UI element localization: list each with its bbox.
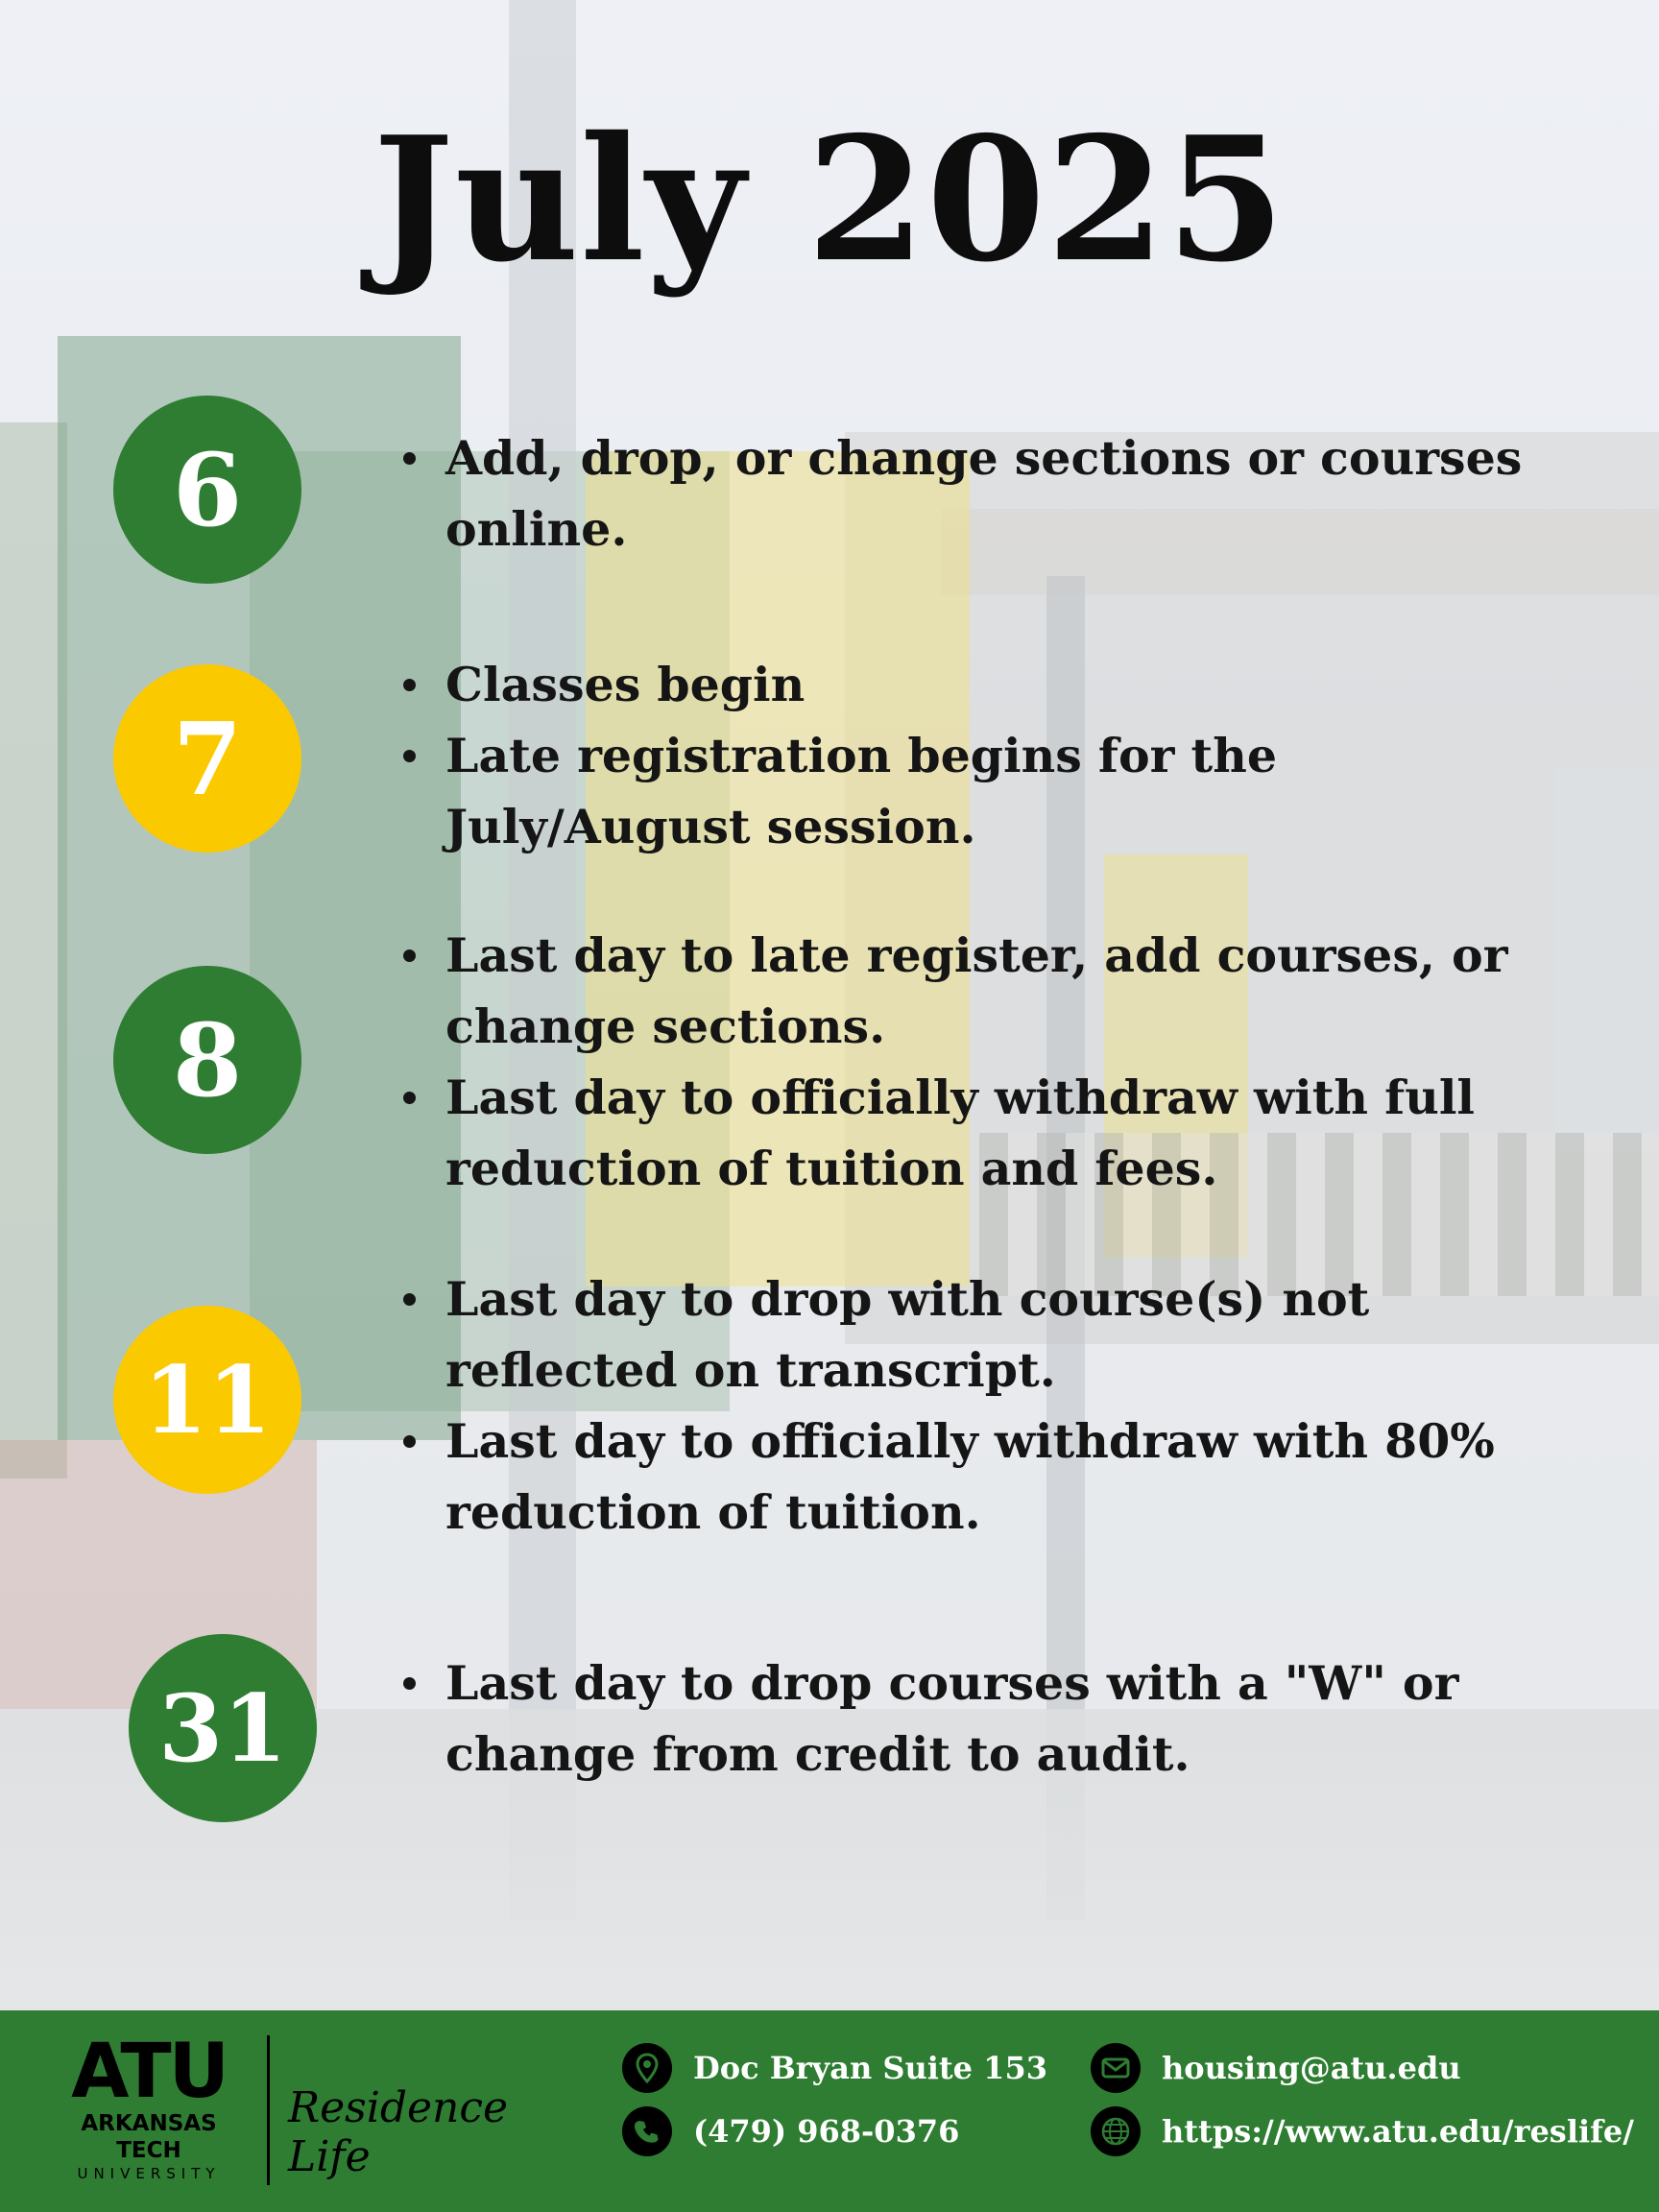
website-link[interactable]: https://www.atu.edu/reslife/	[1162, 2113, 1634, 2150]
email-contact	[1091, 2043, 1461, 2093]
event-item: Last day to drop courses with a "W" or change from credit to audit.	[396, 1647, 1548, 1790]
event-item: Classes begin	[396, 649, 1548, 720]
event-item: Last day to officially withdraw with full reduction of tuition and fees.	[396, 1062, 1548, 1204]
event-list	[396, 1263, 1548, 1548]
event-item: Last day to late register, add courses, or change sections.	[396, 920, 1548, 1062]
globe-icon	[1091, 2106, 1141, 2156]
date-badge: 8	[113, 966, 301, 1154]
logo-mark: ATU	[71, 2029, 227, 2115]
event-list	[396, 422, 1548, 565]
event-item: Late registration begins for the July/August session.	[396, 720, 1548, 862]
date-badge: 31	[129, 1634, 317, 1822]
location-pin-icon	[622, 2043, 672, 2093]
address-contact	[622, 2043, 1047, 2093]
department-name: Residence Life	[288, 2083, 509, 2181]
footer	[0, 2010, 1659, 2212]
address-text: Doc Bryan Suite 153	[693, 2050, 1047, 2086]
phone-link[interactable]: (479) 968-0376	[693, 2113, 960, 2150]
event-item: Last day to officially withdraw with 80% reduction of tuition.	[396, 1406, 1548, 1548]
date-badge: 7	[113, 664, 301, 853]
logo-name: ARKANSAS TECH	[81, 2111, 217, 2163]
website-contact	[1091, 2106, 1634, 2156]
phone-icon	[622, 2106, 672, 2156]
event-item: Add, drop, or change sections or courses online.	[396, 422, 1548, 565]
mail-icon	[1091, 2043, 1141, 2093]
event-list	[396, 1647, 1548, 1790]
page-title: July 2025	[373, 99, 1286, 300]
email-link[interactable]: housing@atu.edu	[1162, 2050, 1461, 2086]
event-list	[396, 920, 1548, 1204]
phone-contact	[622, 2106, 959, 2156]
event-list	[396, 649, 1548, 862]
atu-logo	[48, 2029, 250, 2187]
date-badge: 11	[113, 1306, 301, 1494]
logo-sub: UNIVERSITY	[77, 2165, 221, 2182]
logo-divider	[267, 2035, 270, 2185]
date-badge: 6	[113, 396, 301, 584]
event-item: Last day to drop with course(s) not reflected on transcript.	[396, 1263, 1548, 1406]
